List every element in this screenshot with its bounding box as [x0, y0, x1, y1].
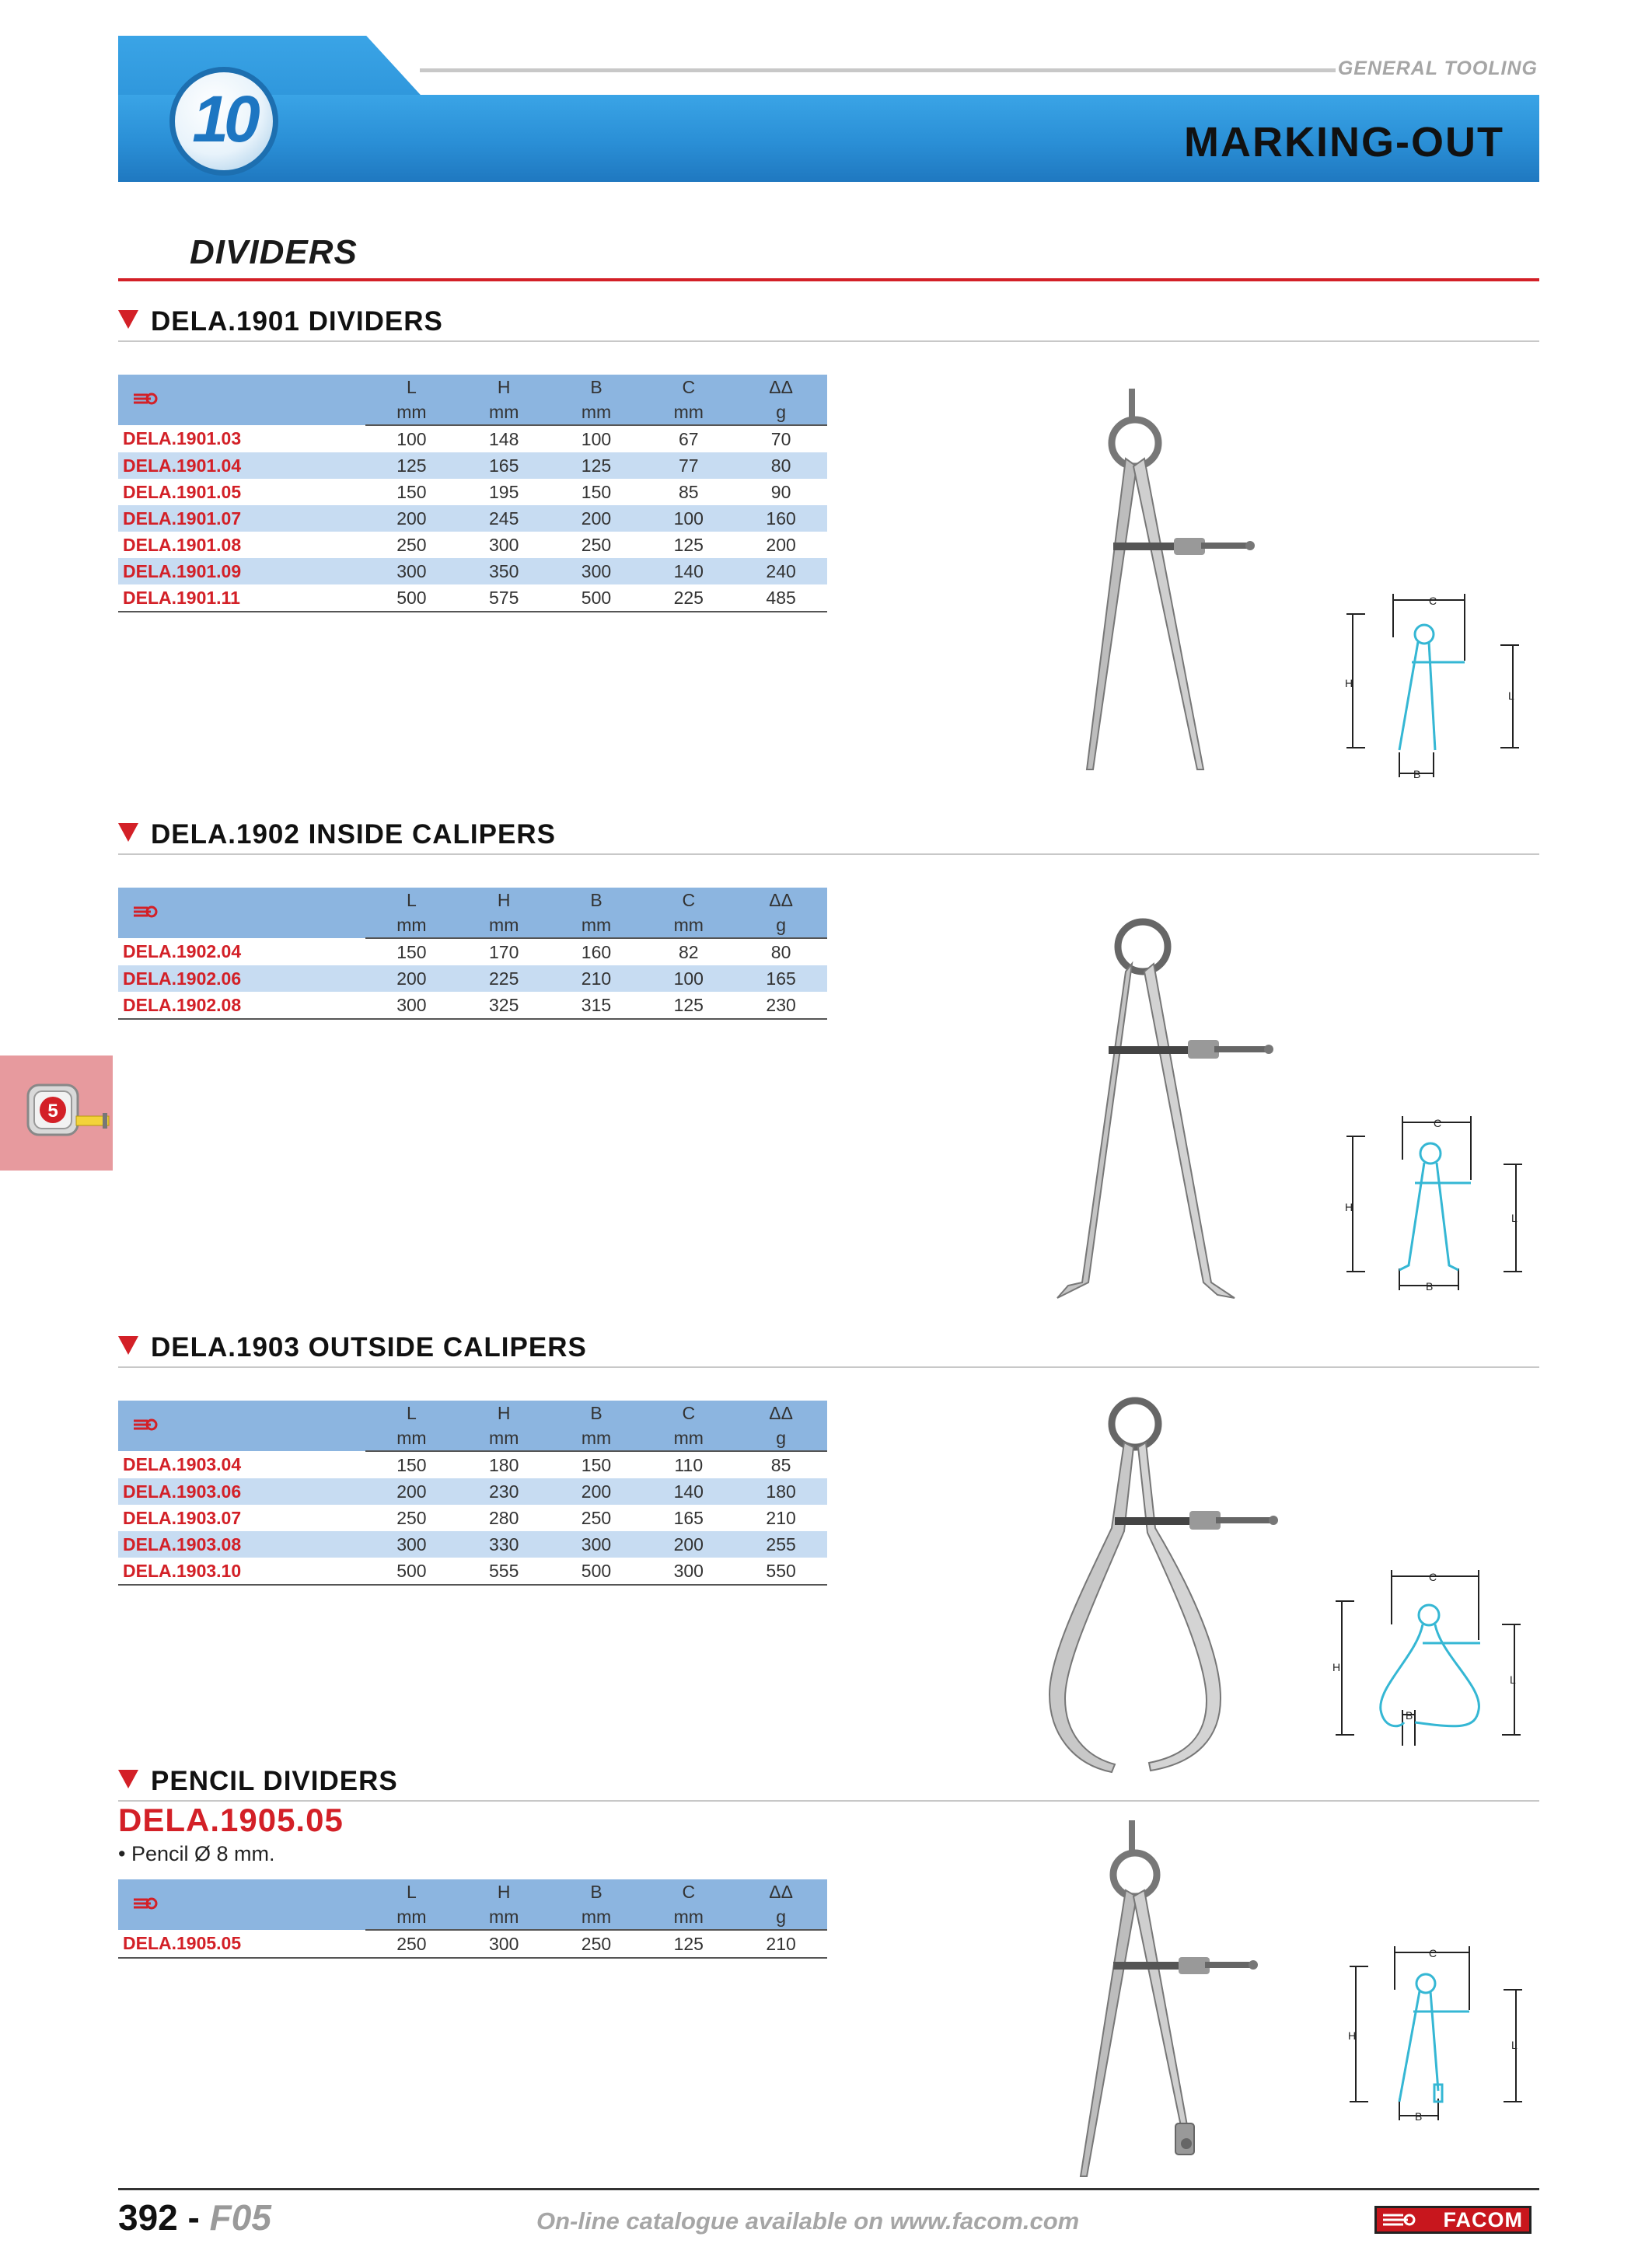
col-header-name: L [365, 1401, 458, 1425]
reference-cell[interactable]: DELA.1905.05 [118, 1930, 365, 1958]
col-header-name: B [550, 375, 643, 400]
online-catalogue-note[interactable]: On-line catalogue available on www.facom.com [536, 2207, 1080, 2235]
table-row [118, 965, 827, 992]
reference-arrow-icon [132, 1896, 159, 1910]
col-header-unit: mm [365, 1904, 458, 1930]
col-header-name: C [642, 1401, 735, 1425]
header-rule [420, 68, 1336, 72]
col-header-unit: mm [458, 912, 550, 938]
value-cell: 350 [458, 558, 550, 584]
col-header-unit: mm [642, 400, 735, 425]
col-header-unit: mm [365, 912, 458, 938]
table-row [118, 1930, 827, 1958]
side-tab[interactable] [0, 1055, 113, 1171]
spec-table-1903 [118, 1401, 827, 1586]
col-header-name: L [365, 375, 458, 400]
reference-cell[interactable]: DELA.1902.06 [118, 965, 365, 992]
value-cell: 500 [365, 584, 458, 612]
value-cell: 240 [735, 558, 827, 584]
table-row [118, 992, 827, 1019]
reference-cell[interactable]: DELA.1901.03 [123, 428, 242, 448]
side-tab-number: 5 [47, 1101, 58, 1122]
value-cell: 100 [642, 505, 735, 532]
value-cell: 245 [458, 505, 550, 532]
col-header-name: B [550, 888, 643, 912]
reference-arrow-icon [132, 392, 159, 406]
subsection-heading-text: DELA.1901 DIVIDERS [151, 306, 443, 337]
value-cell: 160 [581, 941, 612, 962]
col-header-unit: g [735, 1904, 827, 1930]
subsection-heading [118, 306, 443, 337]
value-cell: 125 [673, 534, 704, 555]
diagram-label-b: B [1426, 1280, 1434, 1293]
value-cell: 300 [642, 1558, 735, 1585]
value-cell: 485 [735, 584, 827, 612]
value-cell: 140 [642, 558, 735, 584]
table-row [118, 452, 827, 479]
table-row [118, 558, 827, 584]
reference-column-header [118, 1879, 365, 1930]
value-cell: 110 [674, 1454, 704, 1475]
value-cell: 300 [365, 1531, 458, 1558]
value-cell: 250 [581, 534, 612, 555]
diagram-label-h: H [1332, 1661, 1341, 1673]
col-header-unit: g [735, 912, 827, 938]
value-cell: 300 [489, 534, 519, 555]
outside-calipers-dimension-diagram [1331, 1562, 1533, 1757]
col-header-name: ΔΔ [735, 1401, 827, 1425]
col-header-name: ΔΔ [735, 888, 827, 912]
value-cell: 500 [365, 1558, 458, 1585]
page-number-text: 392 - [118, 2197, 210, 2238]
table-row [118, 1505, 827, 1531]
reference-column-header [118, 1401, 365, 1451]
col-header-unit: mm [550, 912, 643, 938]
product-note: • Pencil Ø 8 mm. [118, 1842, 275, 1865]
page-code: F05 [209, 2197, 271, 2238]
diagram-label-c: C [1429, 1571, 1437, 1583]
value-cell: 200 [365, 965, 458, 992]
footer-rule [118, 2188, 1539, 2190]
facom-arrow-icon [1381, 2213, 1417, 2227]
table-row [118, 1451, 827, 1478]
page-title: MARKING-OUT [1184, 119, 1504, 166]
value-cell: 230 [458, 1478, 550, 1505]
value-cell: 160 [735, 505, 827, 532]
table-row [118, 479, 827, 505]
value-cell: 500 [550, 1558, 643, 1585]
reference-cell[interactable]: DELA.1901.04 [118, 452, 365, 479]
table-row [118, 938, 827, 965]
category-label: GENERAL TOOLING [1337, 58, 1538, 79]
value-cell: 125 [550, 452, 643, 479]
value-cell: 80 [735, 452, 827, 479]
value-cell: 555 [458, 1558, 550, 1585]
value-cell: 225 [458, 965, 550, 992]
reference-cell[interactable]: DELA.1903.10 [118, 1558, 365, 1585]
value-cell: 250 [396, 534, 427, 555]
table-row [118, 1478, 827, 1505]
table-row [118, 584, 827, 612]
value-cell: 300 [365, 558, 458, 584]
value-cell: 100 [642, 965, 735, 992]
outside-calipers-photo [1034, 1391, 1298, 1780]
col-header-name: C [642, 888, 735, 912]
dividers-photo [1042, 381, 1291, 785]
value-cell: 200 [642, 1531, 735, 1558]
value-cell: 330 [458, 1531, 550, 1558]
subsection-heading [118, 1766, 398, 1797]
spec-table-1905 [118, 1879, 827, 1959]
value-cell: 200 [365, 1478, 458, 1505]
reference-cell[interactable]: DELA.1901.05 [123, 481, 242, 502]
col-header-unit: mm [458, 400, 550, 425]
col-header-unit: mm [642, 1904, 735, 1930]
col-header-name: H [458, 375, 550, 400]
value-cell: 300 [458, 1930, 550, 1958]
facom-logo-text: FACOM [1443, 2208, 1523, 2231]
section-rule [118, 278, 1539, 281]
col-header-name: C [642, 1879, 735, 1904]
reference-cell[interactable]: DELA.1901.08 [123, 534, 242, 555]
value-cell: 125 [365, 452, 458, 479]
value-cell: 100 [581, 428, 612, 449]
value-cell: 165 [673, 1507, 704, 1528]
diagram-label-l: L [1511, 1212, 1518, 1224]
spec-table-1902 [118, 888, 827, 1020]
col-header-name: ΔΔ [735, 375, 827, 400]
reference-cell[interactable]: DELA.1903.07 [123, 1507, 242, 1528]
value-cell: 150 [396, 481, 427, 502]
subsection-heading-text: DELA.1903 OUTSIDE CALIPERS [151, 1332, 587, 1363]
pencil-dividers-dimension-diagram [1346, 1943, 1533, 2130]
inside-calipers-dimension-diagram [1343, 1113, 1530, 1300]
table-row [118, 532, 827, 558]
diagram-label-h: H [1345, 677, 1353, 689]
col-header-name: H [458, 1401, 550, 1425]
tape-measure-icon [0, 1055, 113, 1171]
value-cell: 165 [735, 965, 827, 992]
reference-arrow-icon [132, 1418, 159, 1432]
facom-logo [1374, 2206, 1532, 2234]
value-cell: 250 [396, 1507, 427, 1528]
subsection-rule [118, 853, 1539, 855]
value-cell: 200 [365, 505, 458, 532]
reference-cell[interactable]: DELA.1901.09 [118, 558, 365, 584]
col-header-name: H [458, 888, 550, 912]
subsection-rule [118, 1366, 1539, 1368]
table-row [118, 1558, 827, 1585]
value-cell: 200 [550, 505, 643, 532]
reference-cell[interactable]: DELA.1903.06 [118, 1478, 365, 1505]
col-header-name: B [550, 1401, 643, 1425]
diagram-label-b: B [1413, 768, 1421, 780]
reference-cell[interactable]: DELA.1903.08 [118, 1531, 365, 1558]
diagram-label-h: H [1348, 2029, 1357, 2042]
col-header-unit: mm [550, 1904, 643, 1930]
table-row [118, 1531, 827, 1558]
value-cell: 150 [396, 941, 427, 962]
col-header-name: B [550, 1879, 643, 1904]
value-cell: 325 [458, 992, 550, 1019]
page-number [118, 2196, 271, 2238]
value-cell: 67 [678, 428, 699, 449]
reference-column-header [118, 375, 365, 425]
value-cell: 550 [735, 1558, 827, 1585]
col-header-unit: mm [550, 400, 643, 425]
value-cell: 125 [642, 1930, 735, 1958]
value-cell: 255 [735, 1531, 827, 1558]
subsection-heading [118, 819, 556, 850]
value-cell: 200 [766, 534, 796, 555]
value-cell: 250 [365, 1930, 458, 1958]
spec-table-1901 [118, 375, 827, 612]
value-cell: 148 [489, 428, 519, 449]
value-cell: 315 [550, 992, 643, 1019]
value-cell: 140 [642, 1478, 735, 1505]
col-header-unit: mm [458, 1904, 550, 1930]
triangle-marker-icon [118, 1770, 138, 1788]
col-header-unit: mm [365, 400, 458, 425]
col-header-name: L [365, 888, 458, 912]
col-header-unit: g [735, 1425, 827, 1451]
diagram-label-l: L [1511, 2039, 1518, 2051]
value-cell: 300 [365, 992, 458, 1019]
diagram-label-c: C [1429, 595, 1437, 607]
col-header-unit: mm [365, 1425, 458, 1451]
value-cell: 165 [458, 452, 550, 479]
col-header-name: L [365, 1879, 458, 1904]
col-header-name: C [642, 375, 735, 400]
value-cell: 250 [550, 1930, 643, 1958]
diagram-label-b: B [1415, 2110, 1423, 2123]
subsection-heading-text: DELA.1902 INSIDE CALIPERS [151, 819, 556, 850]
col-header-name: ΔΔ [735, 1879, 827, 1904]
value-cell: 100 [396, 428, 427, 449]
reference-column-header [118, 888, 365, 938]
value-cell: 150 [396, 1454, 427, 1475]
subsection-rule [118, 340, 1539, 342]
diagram-label-l: L [1510, 1673, 1516, 1686]
pencil-dividers-photo [1050, 1819, 1283, 2184]
value-cell: 150 [581, 1454, 612, 1475]
subsection-heading [118, 1332, 587, 1363]
value-cell: 80 [770, 941, 791, 962]
value-cell: 85 [770, 1454, 791, 1475]
col-header-name: H [458, 1879, 550, 1904]
col-header-unit: mm [642, 912, 735, 938]
triangle-marker-icon [118, 1336, 138, 1355]
table-row [118, 505, 827, 532]
value-cell: 210 [550, 965, 643, 992]
value-cell: 280 [489, 1507, 519, 1528]
reference-cell[interactable]: DELA.1902.08 [118, 992, 365, 1019]
value-cell: 70 [770, 428, 791, 449]
reference-cell[interactable]: DELA.1902.04 [123, 941, 242, 961]
value-cell: 225 [642, 584, 735, 612]
value-cell: 195 [489, 481, 519, 502]
triangle-marker-icon [118, 823, 138, 842]
value-cell: 77 [642, 452, 735, 479]
value-cell: 250 [581, 1507, 612, 1528]
reference-cell[interactable]: DELA.1903.04 [123, 1454, 242, 1474]
diagram-label-h: H [1345, 1201, 1353, 1213]
diagram-label-b: B [1406, 1709, 1413, 1722]
diagram-label-c: C [1429, 1947, 1437, 1959]
value-cell: 230 [735, 992, 827, 1019]
reference-cell[interactable]: DELA.1901.11 [118, 584, 365, 612]
reference-cell[interactable]: DELA.1901.07 [118, 505, 365, 532]
value-cell: 180 [735, 1478, 827, 1505]
value-cell: 210 [766, 1507, 796, 1528]
col-header-unit: g [735, 400, 827, 425]
dividers-dimension-diagram [1343, 591, 1530, 785]
section-title: DIVIDERS [190, 233, 358, 271]
value-cell: 500 [550, 584, 643, 612]
value-cell: 125 [642, 992, 735, 1019]
value-cell: 82 [678, 941, 699, 962]
value-cell: 300 [550, 1531, 643, 1558]
reference-arrow-icon [132, 905, 159, 919]
product-code: DELA.1905.05 [118, 1802, 344, 1838]
value-cell: 180 [489, 1454, 519, 1475]
subsection-heading-text: PENCIL DIVIDERS [151, 1766, 398, 1796]
value-cell: 300 [550, 558, 643, 584]
diagram-label-l: L [1508, 689, 1514, 702]
value-cell: 575 [458, 584, 550, 612]
col-header-unit: mm [642, 1425, 735, 1451]
chapter-number: 10 [192, 82, 256, 155]
col-header-unit: mm [458, 1425, 550, 1451]
value-cell: 210 [735, 1930, 827, 1958]
value-cell: 85 [678, 481, 699, 502]
value-cell: 170 [489, 941, 519, 962]
value-cell: 150 [581, 481, 612, 502]
col-header-unit: mm [550, 1425, 643, 1451]
value-cell: 90 [770, 481, 791, 502]
triangle-marker-icon [118, 310, 138, 329]
diagram-label-c: C [1434, 1117, 1442, 1129]
value-cell: 200 [550, 1478, 643, 1505]
table-row [118, 425, 827, 452]
inside-calipers-photo [1034, 909, 1298, 1306]
